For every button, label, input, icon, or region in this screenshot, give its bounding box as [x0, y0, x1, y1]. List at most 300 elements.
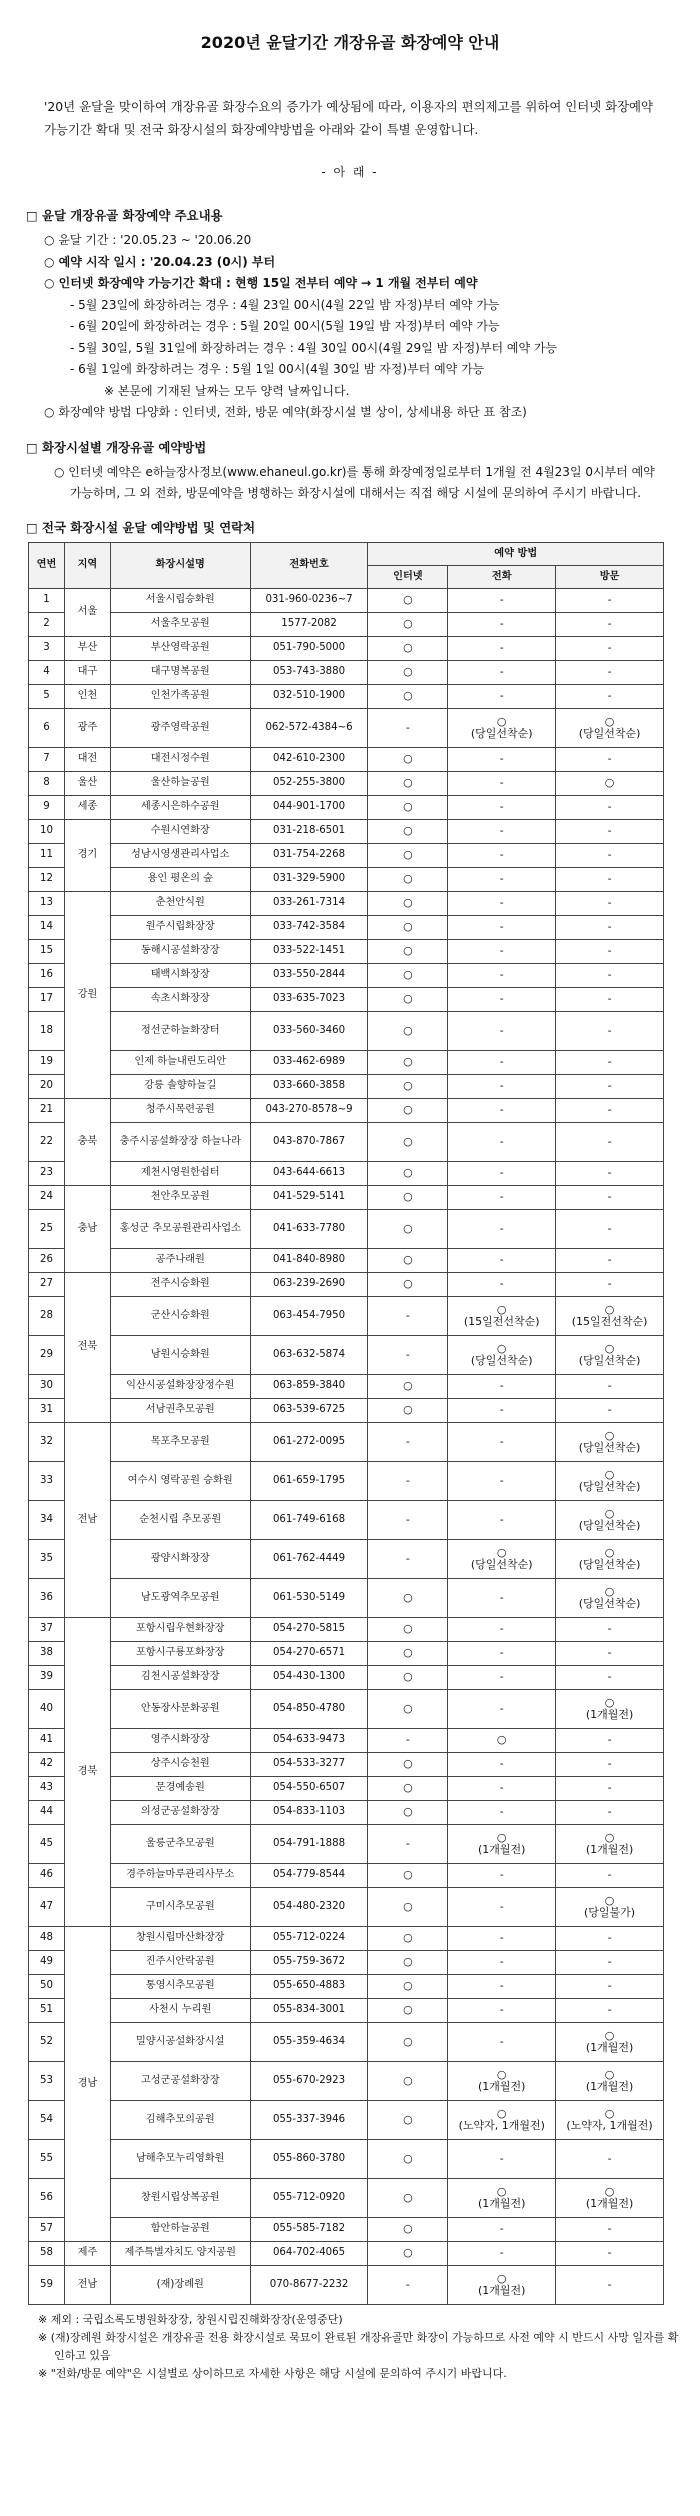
cell-phone: 1577-2082 — [250, 612, 368, 636]
cell-internet-mark: ○ — [403, 1868, 413, 1881]
cell-name: 대전시정수원 — [110, 747, 250, 771]
cell-phone: 033-635-7023 — [250, 987, 368, 1011]
cell-phone: 031-754-2268 — [250, 843, 368, 867]
cell-tel — [448, 1617, 556, 1641]
cell-name: 문경예송원 — [110, 1776, 250, 1800]
cell-visit — [556, 1800, 664, 1824]
cell-visit — [556, 1335, 664, 1374]
cell-tel — [448, 795, 556, 819]
cell-internet — [368, 1998, 448, 2022]
table-row — [29, 843, 664, 867]
table-row — [29, 1950, 664, 1974]
cell-no: 31 — [29, 1398, 65, 1422]
cell-phone: 054-270-6571 — [250, 1641, 368, 1665]
table-row — [29, 2265, 664, 2304]
table-row — [29, 2217, 664, 2241]
cell-internet-mark: - — [405, 1308, 410, 1322]
table-row — [29, 1296, 664, 1335]
cell-name: 함안하늘공원 — [110, 2217, 250, 2241]
cell-name: 서울시립승화원 — [110, 588, 250, 612]
cell-visit — [556, 1617, 664, 1641]
cell-visit — [556, 747, 664, 771]
cell-tel-mark: - — [499, 848, 504, 861]
cell-internet — [368, 1098, 448, 1122]
table-row — [29, 1422, 664, 1461]
cell-visit-mark: ○ — [604, 1830, 615, 1844]
cell-internet — [368, 636, 448, 660]
cell-name: 고성군공설화장장 — [110, 2061, 250, 2100]
cell-tel — [448, 2265, 556, 2304]
cell-visit — [556, 708, 664, 747]
cell-internet-mark: - — [405, 1551, 410, 1565]
cell-internet-mark: ○ — [403, 1701, 413, 1715]
cell-tel-mark: - — [499, 1590, 504, 1604]
cell-tel-mark: - — [499, 1134, 504, 1148]
cell-no: 25 — [29, 1209, 65, 1248]
cell-tel — [448, 1248, 556, 1272]
cell-tel — [448, 843, 556, 867]
cell-no: 11 — [29, 843, 65, 867]
cell-name: 강릉 솔향하늘길 — [110, 1074, 250, 1098]
cell-internet — [368, 1617, 448, 1641]
cell-visit — [556, 1950, 664, 1974]
cell-visit — [556, 1011, 664, 1050]
cell-visit-mark: - — [607, 617, 612, 630]
cell-tel-mark: - — [499, 1473, 504, 1487]
cell-visit-mark: - — [607, 689, 612, 702]
cell-visit-note: (1개월전) — [585, 1707, 634, 1721]
cell-no: 32 — [29, 1422, 65, 1461]
cell-region: 광주 — [64, 708, 110, 747]
cell-internet — [368, 891, 448, 915]
cell-internet — [368, 1950, 448, 1974]
cell-name: 청주시목련공원 — [110, 1098, 250, 1122]
cell-tel-mark: - — [499, 1979, 504, 1992]
cell-tel-mark: - — [499, 1622, 504, 1635]
cell-internet — [368, 2217, 448, 2241]
cell-tel — [448, 915, 556, 939]
cell-visit-mark: ○ — [604, 2184, 615, 2198]
cell-tel-mark: ○ — [496, 2106, 507, 2120]
cell-tel — [448, 1185, 556, 1209]
cell-internet — [368, 1074, 448, 1098]
cell-region: 전북 — [64, 1272, 110, 1422]
cell-visit-note: (당일선착순) — [578, 1557, 641, 1571]
table-row — [29, 708, 664, 747]
intro-paragraph: '20년 윤달을 맞이하여 개장유골 화장수요의 증가가 예상됨에 따라, 이용자의 편의제고를 위하여 인터넷 화장예약 가능기간 확대 및 전국 화장시설의 화장예약방법을 아래와 같이 특별 운영합니다. — [44, 99, 653, 137]
cell-internet — [368, 747, 448, 771]
table-row — [29, 1461, 664, 1500]
table-row — [29, 2241, 664, 2265]
cell-region: 서울 — [64, 588, 110, 636]
cell-visit-mark: ○ — [604, 1302, 615, 1316]
cell-internet-mark: ○ — [403, 776, 413, 789]
cell-tel-mark: - — [499, 1079, 504, 1092]
table-row — [29, 1926, 664, 1950]
cell-no: 1 — [29, 588, 65, 612]
cell-no: 54 — [29, 2100, 65, 2139]
cell-internet-mark: ○ — [403, 1253, 413, 1266]
cell-tel — [448, 2139, 556, 2178]
cell-no: 42 — [29, 1752, 65, 1776]
footnote-2: ※ (재)장례원 화장시설은 개장유골 전용 화장시설로 묵묘이 완료된 개장유골만 화장이 가능하므로 사전 예약 시 반드시 사망 일자를 확인하고 있음 — [38, 2330, 679, 2362]
cell-tel-mark: - — [499, 1701, 504, 1715]
cell-no: 5 — [29, 684, 65, 708]
cell-tel-mark: - — [499, 1931, 504, 1944]
cell-phone: 061-762-4449 — [250, 1539, 368, 1578]
cell-visit — [556, 2217, 664, 2241]
cell-visit-mark: ○ — [604, 1584, 615, 1598]
cell-visit — [556, 1272, 664, 1296]
cell-no: 43 — [29, 1776, 65, 1800]
cell-no: 3 — [29, 636, 65, 660]
cell-internet — [368, 1578, 448, 1617]
cell-name: 인제 하늘내린도리안 — [110, 1050, 250, 1074]
table-row — [29, 1863, 664, 1887]
cell-tel — [448, 1422, 556, 1461]
cell-visit-mark: - — [607, 1781, 612, 1794]
cell-internet — [368, 2265, 448, 2304]
cell-internet-mark: ○ — [403, 1781, 413, 1794]
table-body — [29, 588, 664, 2304]
cell-tel-note: (노약자, 1개월전) — [458, 2118, 545, 2132]
cell-tel-mark: - — [499, 1434, 504, 1448]
cell-internet — [368, 1398, 448, 1422]
cell-internet-mark: ○ — [403, 2034, 413, 2048]
cell-name: 통영시추모공원 — [110, 1974, 250, 1998]
col-header-region: 지역 — [64, 542, 110, 588]
cell-internet-mark: ○ — [403, 1757, 413, 1770]
cell-tel-note: (1개월전) — [478, 2283, 526, 2297]
cell-visit — [556, 1974, 664, 1998]
col-header-internet: 인터넷 — [368, 565, 448, 588]
cell-tel-mark: - — [499, 1253, 504, 1266]
cell-internet-mark: ○ — [403, 752, 413, 765]
cell-name: 김천시공설화장장 — [110, 1665, 250, 1689]
cell-phone: 054-633-9473 — [250, 1728, 368, 1752]
cell-tel-mark: - — [499, 1781, 504, 1794]
cell-internet-mark: ○ — [403, 617, 413, 630]
cell-internet-mark: ○ — [403, 2003, 413, 2016]
cell-tel-mark: ○ — [496, 2067, 507, 2081]
cell-phone: 033-462-6989 — [250, 1050, 368, 1074]
cell-name: 충주시공설화장장 하늘나라 — [110, 1122, 250, 1161]
cell-tel — [448, 939, 556, 963]
cell-visit-mark: - — [607, 824, 612, 837]
cell-visit-note: (15일전선착순) — [571, 1314, 648, 1328]
cell-visit — [556, 1209, 664, 1248]
cell-tel — [448, 1011, 556, 1050]
cell-internet — [368, 2139, 448, 2178]
cell-visit — [556, 1122, 664, 1161]
table-row — [29, 2061, 664, 2100]
cell-internet-mark: - — [405, 2277, 410, 2291]
cell-no: 28 — [29, 1296, 65, 1335]
cell-tel-mark: - — [499, 1221, 504, 1235]
cell-phone: 054-270-5815 — [250, 1617, 368, 1641]
cell-tel-mark: - — [499, 1670, 504, 1683]
cell-phone: 054-833-1103 — [250, 1800, 368, 1824]
cell-tel-mark: - — [499, 665, 504, 678]
cell-tel-mark: ○ — [496, 1830, 507, 1844]
table-row — [29, 1998, 664, 2022]
cell-no: 50 — [29, 1974, 65, 1998]
col-header-no: 연번 — [29, 542, 65, 588]
cell-region: 울산 — [64, 771, 110, 795]
cell-tel — [448, 1800, 556, 1824]
cell-tel — [448, 963, 556, 987]
footnotes — [14, 2311, 686, 2383]
cell-internet-mark: ○ — [403, 1670, 413, 1683]
cell-tel-mark: - — [499, 1757, 504, 1770]
cell-visit-mark: - — [607, 1805, 612, 1818]
cell-visit-mark: ○ — [604, 714, 615, 728]
cell-phone: 054-430-1300 — [250, 1665, 368, 1689]
cell-internet — [368, 1665, 448, 1689]
cell-name: 용인 평온의 숲 — [110, 867, 250, 891]
cell-phone: 055-670-2923 — [250, 2061, 368, 2100]
cell-visit-note: (1개월전) — [585, 2079, 634, 2093]
cell-phone: 052-255-3800 — [250, 771, 368, 795]
cell-tel-note: (당일선착순) — [470, 1353, 533, 1367]
cell-visit-note: (당일선착순) — [578, 1479, 641, 1493]
table-row — [29, 2139, 664, 2178]
cell-internet — [368, 1800, 448, 1824]
cell-no: 17 — [29, 987, 65, 1011]
cell-visit — [556, 1641, 664, 1665]
cell-internet — [368, 1422, 448, 1461]
cell-phone: 043-270-8578~9 — [250, 1098, 368, 1122]
cell-internet — [368, 660, 448, 684]
cell-internet — [368, 1335, 448, 1374]
cell-visit — [556, 1728, 664, 1752]
cell-tel-mark: ○ — [496, 2184, 507, 2198]
cell-name: 군산시승화원 — [110, 1296, 250, 1335]
cell-tel-mark: - — [499, 1403, 504, 1416]
cell-internet — [368, 771, 448, 795]
cell-internet — [368, 2022, 448, 2061]
cell-visit — [556, 819, 664, 843]
cell-visit-mark: ○ — [604, 776, 615, 789]
cell-visit-mark: - — [607, 1221, 612, 1235]
cell-internet-mark: ○ — [403, 665, 413, 678]
table-row — [29, 963, 664, 987]
cell-internet-mark: ○ — [403, 1931, 413, 1944]
cell-no: 23 — [29, 1161, 65, 1185]
cell-name: 태백시화장장 — [110, 963, 250, 987]
cell-name: 사천시 누리원 — [110, 1998, 250, 2022]
cell-visit — [556, 1461, 664, 1500]
cell-name: 남원시승화원 — [110, 1335, 250, 1374]
cell-visit-note: (1개월전) — [585, 1842, 634, 1856]
cell-visit — [556, 1824, 664, 1863]
cell-visit — [556, 1776, 664, 1800]
cell-visit-mark: - — [607, 1403, 612, 1416]
cell-visit-mark: - — [607, 1253, 612, 1266]
cell-internet-mark: ○ — [403, 1979, 413, 1992]
cell-internet-mark: ○ — [403, 944, 413, 957]
cell-tel-mark: - — [499, 824, 504, 837]
cell-no: 14 — [29, 915, 65, 939]
cell-tel-mark: - — [499, 944, 504, 957]
cell-no: 51 — [29, 1998, 65, 2022]
cell-region: 충남 — [64, 1185, 110, 1272]
cell-visit — [556, 1422, 664, 1461]
cell-visit-mark: - — [607, 1670, 612, 1683]
cell-tel-mark: - — [499, 689, 504, 702]
cell-no: 55 — [29, 2139, 65, 2178]
period-line: ○ 윤달 기간 : '20.05.23 ~ '20.06.20 — [44, 233, 252, 247]
cell-internet — [368, 1728, 448, 1752]
col-header-method: 예약 방법 — [368, 542, 664, 565]
cell-internet — [368, 2178, 448, 2217]
cell-visit-mark: - — [607, 896, 612, 909]
cell-internet-mark: ○ — [403, 1379, 413, 1392]
table-row — [29, 819, 664, 843]
cell-tel-mark: - — [499, 968, 504, 981]
cell-visit — [556, 1296, 664, 1335]
table-row — [29, 1824, 664, 1863]
cell-no: 2 — [29, 612, 65, 636]
cell-internet — [368, 1161, 448, 1185]
cell-visit-mark: - — [607, 2151, 612, 2165]
table-row — [29, 1887, 664, 1926]
cell-tel-mark: - — [499, 1166, 504, 1179]
cell-name: 진주시안락공원 — [110, 1950, 250, 1974]
cell-visit-note: (당일선착순) — [578, 1440, 641, 1454]
cell-visit — [556, 684, 664, 708]
cell-tel-mark: - — [499, 896, 504, 909]
cell-internet-mark: ○ — [403, 1166, 413, 1179]
cell-visit — [556, 1578, 664, 1617]
table-row — [29, 771, 664, 795]
cell-phone: 043-870-7867 — [250, 1122, 368, 1161]
cell-visit — [556, 1665, 664, 1689]
cell-name: 안동장사문화공원 — [110, 1689, 250, 1728]
cell-name: 제천시영원한쉼터 — [110, 1161, 250, 1185]
cell-visit — [556, 1098, 664, 1122]
cell-name: 공주나래원 — [110, 1248, 250, 1272]
cell-phone: 033-742-3584 — [250, 915, 368, 939]
cell-visit-mark: - — [607, 920, 612, 933]
cell-no: 18 — [29, 1011, 65, 1050]
cell-tel — [448, 1776, 556, 1800]
cell-internet — [368, 1824, 448, 1863]
cell-visit-mark: ○ — [604, 2067, 615, 2081]
cell-internet — [368, 1887, 448, 1926]
cell-internet — [368, 843, 448, 867]
section-1-heading: □ 윤달 개장유골 화장예약 주요내용 — [26, 208, 223, 223]
cell-tel-mark: - — [499, 1023, 504, 1037]
cell-tel-note: (1개월전) — [478, 2079, 526, 2093]
cell-tel — [448, 1209, 556, 1248]
cell-name: 천안추모공원 — [110, 1185, 250, 1209]
cell-no: 48 — [29, 1926, 65, 1950]
cell-phone: 061-530-5149 — [250, 1578, 368, 1617]
cell-visit — [556, 2178, 664, 2217]
cell-phone: 055-860-3780 — [250, 2139, 368, 2178]
cell-internet-mark: ○ — [403, 2112, 413, 2126]
cell-visit — [556, 963, 664, 987]
cell-visit-mark: - — [607, 992, 612, 1005]
cell-tel — [448, 1950, 556, 1974]
cell-internet — [368, 939, 448, 963]
cell-name: 울산하늘공원 — [110, 771, 250, 795]
cell-name: (재)장례원 — [110, 2265, 250, 2304]
cell-internet — [368, 795, 448, 819]
cell-visit-mark: - — [607, 641, 612, 654]
cell-internet — [368, 915, 448, 939]
table-row — [29, 1752, 664, 1776]
cell-tel-mark: - — [499, 593, 504, 606]
cell-tel — [448, 684, 556, 708]
cell-tel — [448, 2061, 556, 2100]
cell-internet-mark: ○ — [403, 1955, 413, 1968]
table-row — [29, 2022, 664, 2061]
cell-internet-mark: ○ — [403, 992, 413, 1005]
cell-internet — [368, 588, 448, 612]
cell-visit-mark: - — [607, 1379, 612, 1392]
cell-internet — [368, 1374, 448, 1398]
cell-visit — [556, 1689, 664, 1728]
cell-tel — [448, 1296, 556, 1335]
cell-phone: 041-529-5141 — [250, 1185, 368, 1209]
cell-no: 34 — [29, 1500, 65, 1539]
cell-phone: 054-480-2320 — [250, 1887, 368, 1926]
cell-internet — [368, 1185, 448, 1209]
cell-phone: 033-550-2844 — [250, 963, 368, 987]
cell-tel — [448, 1461, 556, 1500]
cell-no: 38 — [29, 1641, 65, 1665]
cell-region: 경남 — [64, 1926, 110, 2241]
cell-visit-mark: - — [607, 1868, 612, 1881]
cell-visit — [556, 915, 664, 939]
cell-internet-mark: ○ — [403, 593, 413, 606]
cell-tel — [448, 1374, 556, 1398]
cell-no: 13 — [29, 891, 65, 915]
cell-internet-mark: ○ — [403, 968, 413, 981]
cell-name: 인천가족공원 — [110, 684, 250, 708]
cell-internet-mark: ○ — [403, 896, 413, 909]
cell-tel-mark: - — [499, 1277, 504, 1290]
cell-tel-mark: - — [499, 2003, 504, 2016]
cell-internet — [368, 867, 448, 891]
cell-visit — [556, 1074, 664, 1098]
cell-visit-mark: - — [607, 1166, 612, 1179]
cell-phone: 033-560-3460 — [250, 1011, 368, 1050]
cell-no: 36 — [29, 1578, 65, 1617]
cell-no: 53 — [29, 2061, 65, 2100]
cell-internet-mark: ○ — [403, 1190, 413, 1203]
table-row — [29, 588, 664, 612]
table-row — [29, 939, 664, 963]
cell-phone: 041-633-7780 — [250, 1209, 368, 1248]
cell-visit — [556, 2022, 664, 2061]
cell-no: 49 — [29, 1950, 65, 1974]
cell-visit-mark: - — [607, 1190, 612, 1203]
cell-phone: 031-218-6501 — [250, 819, 368, 843]
cell-internet-mark: ○ — [403, 2190, 413, 2204]
cell-region: 인천 — [64, 684, 110, 708]
col-header-tel: 전화 — [448, 565, 556, 588]
cell-visit-mark: - — [607, 944, 612, 957]
cell-tel-mark: - — [499, 641, 504, 654]
cell-internet-mark: - — [405, 1434, 410, 1448]
cell-visit-note: (당일선착순) — [578, 1518, 641, 1532]
cell-phone: 070-8677-2232 — [250, 2265, 368, 2304]
cell-phone: 063-539-6725 — [250, 1398, 368, 1422]
table-row — [29, 1161, 664, 1185]
